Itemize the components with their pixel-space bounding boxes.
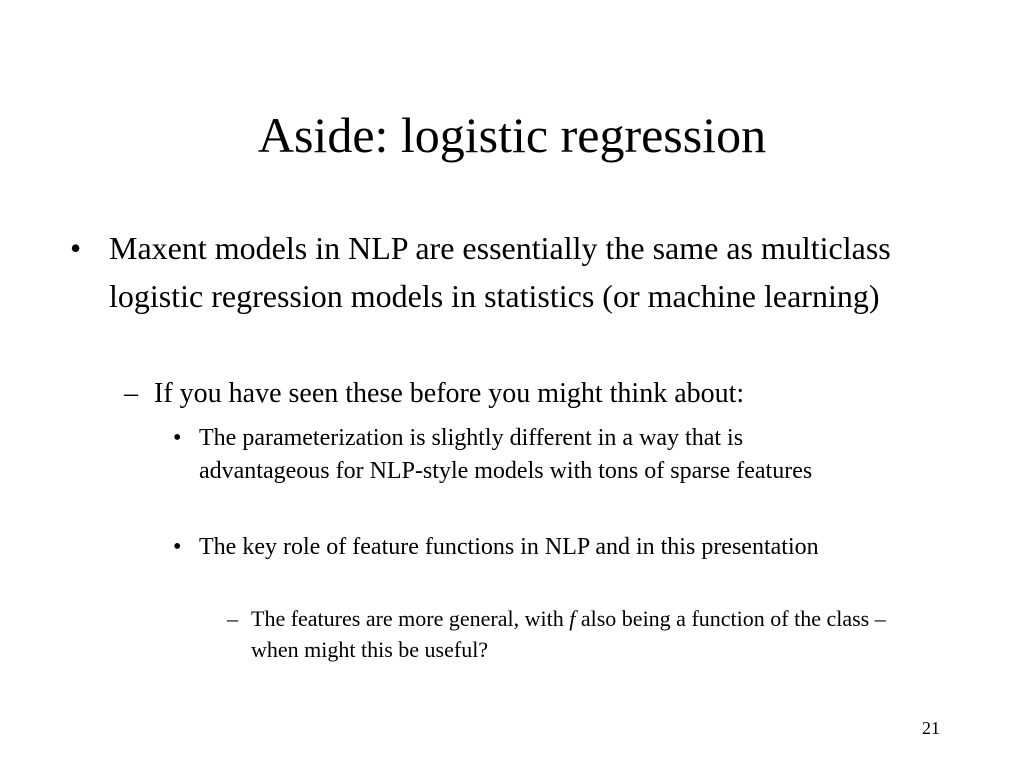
italic-f: f bbox=[569, 606, 576, 631]
bullet-text-before: The features are more general, with bbox=[251, 606, 570, 631]
bullet-text: Maxent models in NLP are essentially the same as multiclass logistic regression models in statistics (or machine learning) bbox=[109, 230, 891, 314]
dash-marker: – bbox=[227, 606, 238, 631]
bullet-text: The parameterization is slightly different in a way that is advantageous for NLP-style models with tons of sparse features bbox=[199, 425, 813, 484]
slide-title: Aside: logistic regression bbox=[257, 107, 767, 163]
dash-marker: – bbox=[124, 378, 138, 409]
bullet-text: The key role of feature functions in NLP and in this presentation bbox=[199, 534, 819, 560]
bullet-marker: • bbox=[173, 534, 182, 560]
bullet-marker: • bbox=[173, 425, 182, 451]
bullet-level-3-parameterization bbox=[173, 422, 873, 488]
bullet-level-4 bbox=[227, 603, 927, 665]
page-number: 21 bbox=[922, 718, 940, 738]
bullet-text bbox=[251, 603, 927, 665]
bullet-text: If you have seen these before you might think about: bbox=[154, 378, 745, 409]
bullet-level-3-feature-functions bbox=[173, 531, 873, 564]
bullet-level-1 bbox=[70, 224, 950, 320]
bullet-marker: • bbox=[70, 230, 82, 266]
bullet-level-2 bbox=[124, 374, 944, 414]
bullet-text-after: also being a function of the class – when might this be useful? bbox=[251, 606, 886, 662]
